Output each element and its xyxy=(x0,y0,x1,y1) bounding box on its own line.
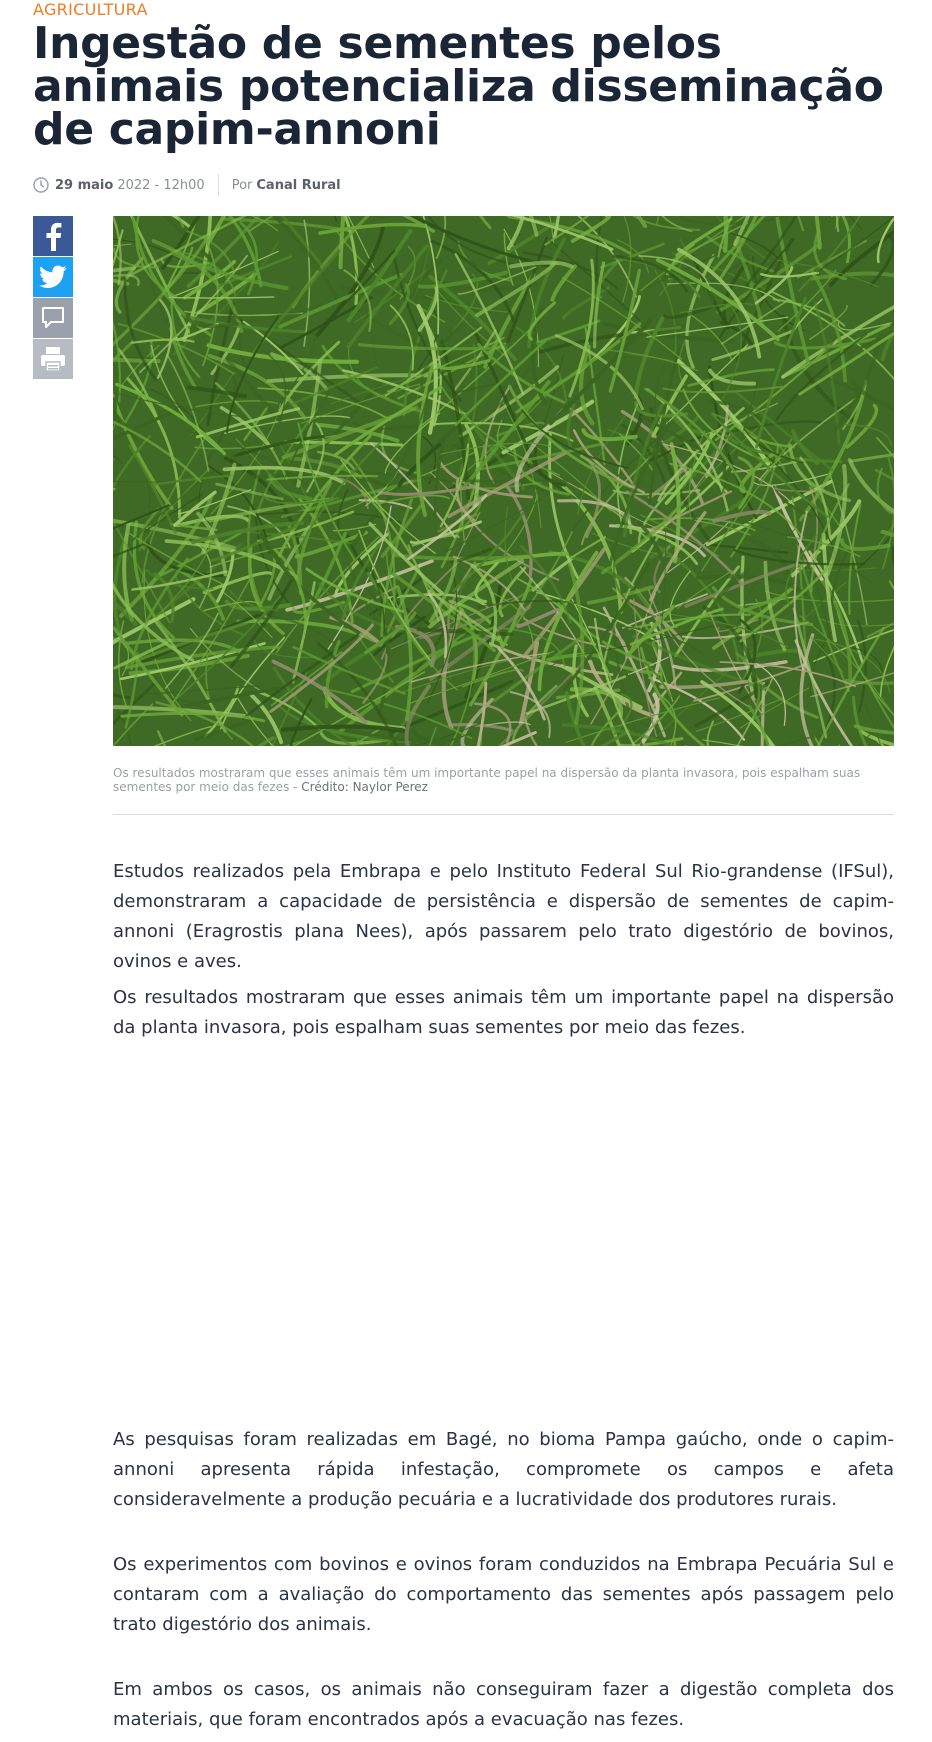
meta-divider xyxy=(218,174,219,196)
facebook-icon xyxy=(42,221,64,251)
caption-divider xyxy=(113,814,894,815)
article-title: Ingestão de sementes pelos animais potencializa disseminação de capim-annoni xyxy=(33,18,884,155)
paragraph-3: As pesquisas foram realizadas em Bagé, no bioma Pampa gaúcho, onde o capim-annoni apresenta rápida infestação, compromete os campos e afeta consideravelmente a produção pecuária e a lucratividade dos produtores rurais. xyxy=(113,1429,894,1510)
twitter-icon xyxy=(39,265,67,289)
print-icon xyxy=(39,345,67,373)
paragraph-2: Os resultados mostraram que esses animais têm um importante papel na dispersão da planta invasora, pois espalham suas sementes por meio das fezes. xyxy=(113,987,894,1038)
publish-time: 2022 - 12h00 xyxy=(117,177,205,193)
author-name[interactable]: Canal Rural xyxy=(256,177,341,193)
by-label: Por xyxy=(231,177,253,193)
paragraph-5: Em ambos os casos, os animais não conseguiram fazer a digestão completa dos materiais, que foram encontrados após a evacuação nas fezes. xyxy=(113,1679,894,1730)
article-photo xyxy=(113,216,894,746)
category-label[interactable]: AGRICULTURA xyxy=(33,0,148,19)
clock-icon xyxy=(33,177,49,193)
publish-day: 29 maio xyxy=(55,177,114,193)
grass-photo-illustration xyxy=(113,216,894,746)
article-meta xyxy=(33,174,341,196)
photo-credit: Crédito: Naylor Perez xyxy=(301,780,428,794)
facebook-share-button[interactable] xyxy=(33,216,73,256)
paragraph-1: Estudos realizados pela Embrapa e pelo Instituto Federal Sul Rio-grandense (IFSul), demonstraram a capacidade de persistência e dispersão de sementes de capim-annoni (Eragrostis plana Nees), após passarem pelo trato digestório de bovinos, ovinos e aves. xyxy=(113,861,894,972)
share-bar xyxy=(33,216,73,380)
print-button[interactable] xyxy=(33,339,73,379)
comment-icon xyxy=(40,306,66,330)
comment-button[interactable] xyxy=(33,298,73,338)
caption-text: Os resultados mostraram que esses animais têm um importante papel na dispersão da planta invasora, pois espalham suas sementes por meio das fezes - xyxy=(113,766,861,794)
photo-caption xyxy=(113,766,894,794)
paragraph-4: Os experimentos com bovinos e ovinos foram conduzidos na Embrapa Pecuária Sul e contaram com a avaliação do comportamento das sementes após passagem pelo trato digestório dos animais. xyxy=(113,1554,894,1635)
twitter-share-button[interactable] xyxy=(33,257,73,297)
